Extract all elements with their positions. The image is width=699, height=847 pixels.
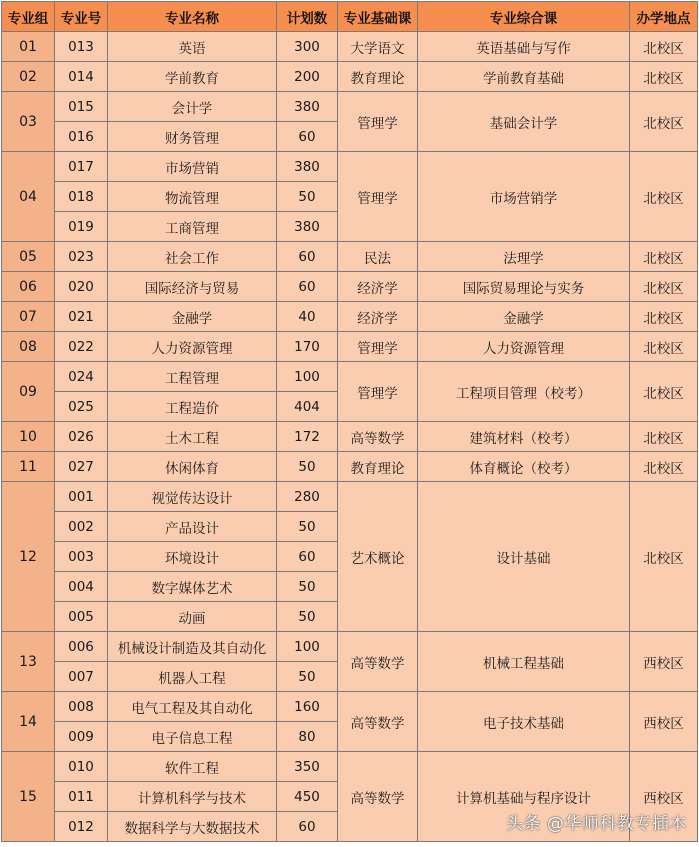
table-row (2, 32, 698, 62)
major-code-cell: 010 (55, 752, 108, 782)
location-cell: 北校区 (630, 272, 698, 302)
major-code-cell: 009 (55, 722, 108, 752)
table-row (2, 302, 698, 332)
comp-course-cell: 国际贸易理论与实务 (418, 272, 630, 302)
major-code-cell: 006 (55, 632, 108, 662)
base-course-cell: 教育理论 (338, 62, 418, 92)
base-course-cell: 管理学 (338, 152, 418, 242)
major-name-cell: 工商管理 (108, 212, 277, 242)
comp-course-cell: 机械工程基础 (418, 632, 630, 692)
base-course-cell: 高等数学 (338, 692, 418, 752)
comp-course-cell: 工程项目管理（校考） (418, 362, 630, 422)
major-name-cell: 软件工程 (108, 752, 277, 782)
table-row (2, 632, 698, 662)
table-row (2, 92, 698, 122)
plan-count-cell: 60 (277, 272, 338, 302)
table-row (2, 422, 698, 452)
location-cell: 北校区 (630, 62, 698, 92)
location-cell: 北校区 (630, 452, 698, 482)
major-code-cell: 017 (55, 152, 108, 182)
base-course-cell: 管理学 (338, 92, 418, 152)
major-name-cell: 计算机科学与技术 (108, 782, 277, 812)
major-code-cell: 025 (55, 392, 108, 422)
major-name-cell: 土木工程 (108, 422, 277, 452)
plan-count-cell: 60 (277, 812, 338, 842)
plan-count-cell: 80 (277, 722, 338, 752)
major-name-cell: 机器人工程 (108, 662, 277, 692)
header-comp-course: 专业综合课 (418, 2, 630, 32)
major-code-cell: 012 (55, 812, 108, 842)
base-course-cell: 管理学 (338, 332, 418, 362)
major-code-cell: 014 (55, 62, 108, 92)
major-code-cell: 024 (55, 362, 108, 392)
location-cell: 北校区 (630, 32, 698, 62)
group-cell: 08 (2, 332, 55, 362)
major-name-cell: 工程管理 (108, 362, 277, 392)
group-cell: 04 (2, 152, 55, 242)
major-name-cell: 市场营销 (108, 152, 277, 182)
header-code: 专业号 (55, 2, 108, 32)
location-cell: 西校区 (630, 632, 698, 692)
location-cell: 北校区 (630, 152, 698, 242)
comp-course-cell: 学前教育基础 (418, 62, 630, 92)
group-cell: 14 (2, 692, 55, 752)
comp-course-cell: 建筑材料（校考） (418, 422, 630, 452)
group-cell: 07 (2, 302, 55, 332)
major-name-cell: 英语 (108, 32, 277, 62)
location-cell: 北校区 (630, 332, 698, 362)
plan-count-cell: 100 (277, 362, 338, 392)
major-code-cell: 018 (55, 182, 108, 212)
major-code-cell: 007 (55, 662, 108, 692)
group-cell: 02 (2, 62, 55, 92)
base-course-cell: 艺术概论 (338, 482, 418, 632)
major-name-cell: 社会工作 (108, 242, 277, 272)
base-course-cell: 经济学 (338, 272, 418, 302)
plan-count-cell: 380 (277, 152, 338, 182)
location-cell: 北校区 (630, 302, 698, 332)
base-course-cell: 经济学 (338, 302, 418, 332)
major-code-cell: 022 (55, 332, 108, 362)
major-name-cell: 电气工程及其自动化 (108, 692, 277, 722)
admission-plan-table (1, 1, 698, 842)
plan-count-cell: 160 (277, 692, 338, 722)
table-row (2, 692, 698, 722)
plan-count-cell: 60 (277, 122, 338, 152)
location-cell: 北校区 (630, 92, 698, 152)
location-cell: 北校区 (630, 422, 698, 452)
major-name-cell: 国际经济与贸易 (108, 272, 277, 302)
plan-count-cell: 200 (277, 62, 338, 92)
table-row (2, 272, 698, 302)
plan-count-cell: 50 (277, 182, 338, 212)
major-name-cell: 物流管理 (108, 182, 277, 212)
group-cell: 09 (2, 362, 55, 422)
group-cell: 12 (2, 482, 55, 632)
major-code-cell: 015 (55, 92, 108, 122)
base-course-cell: 教育理论 (338, 452, 418, 482)
comp-course-cell: 人力资源管理 (418, 332, 630, 362)
plan-count-cell: 100 (277, 632, 338, 662)
group-cell: 13 (2, 632, 55, 692)
major-code-cell: 008 (55, 692, 108, 722)
base-course-cell: 民法 (338, 242, 418, 272)
plan-count-cell: 380 (277, 212, 338, 242)
major-code-cell: 005 (55, 602, 108, 632)
plan-count-cell: 380 (277, 92, 338, 122)
major-code-cell: 026 (55, 422, 108, 452)
major-name-cell: 数据科学与大数据技术 (108, 812, 277, 842)
base-course-cell: 高等数学 (338, 422, 418, 452)
major-name-cell: 人力资源管理 (108, 332, 277, 362)
major-code-cell: 016 (55, 122, 108, 152)
table-row (2, 332, 698, 362)
location-cell: 西校区 (630, 692, 698, 752)
base-course-cell: 大学语文 (338, 32, 418, 62)
major-name-cell: 动画 (108, 602, 277, 632)
plan-count-cell: 450 (277, 782, 338, 812)
major-name-cell: 电子信息工程 (108, 722, 277, 752)
major-name-cell: 学前教育 (108, 62, 277, 92)
group-cell: 15 (2, 752, 55, 842)
table-row (2, 62, 698, 92)
major-name-cell: 工程造价 (108, 392, 277, 422)
major-name-cell: 财务管理 (108, 122, 277, 152)
major-name-cell: 数字媒体艺术 (108, 572, 277, 602)
plan-count-cell: 300 (277, 32, 338, 62)
header-name: 专业名称 (108, 2, 277, 32)
major-code-cell: 002 (55, 512, 108, 542)
major-code-cell: 001 (55, 482, 108, 512)
group-cell: 11 (2, 452, 55, 482)
plan-count-cell: 172 (277, 422, 338, 452)
plan-count-cell: 50 (277, 662, 338, 692)
table-row (2, 752, 698, 782)
major-name-cell: 会计学 (108, 92, 277, 122)
plan-count-cell: 350 (277, 752, 338, 782)
major-code-cell: 011 (55, 782, 108, 812)
plan-count-cell: 40 (277, 302, 338, 332)
major-code-cell: 013 (55, 32, 108, 62)
watermark: 头条 @华师科教专插本 (506, 814, 687, 834)
comp-course-cell: 法理学 (418, 242, 630, 272)
plan-count-cell: 50 (277, 602, 338, 632)
plan-count-cell: 50 (277, 572, 338, 602)
comp-course-cell: 体育概论（校考） (418, 452, 630, 482)
group-cell: 03 (2, 92, 55, 152)
major-name-cell: 金融学 (108, 302, 277, 332)
plan-count-cell: 60 (277, 542, 338, 572)
table-body (2, 32, 698, 842)
major-code-cell: 021 (55, 302, 108, 332)
major-name-cell: 休闲体育 (108, 452, 277, 482)
major-name-cell: 产品设计 (108, 512, 277, 542)
major-code-cell: 003 (55, 542, 108, 572)
location-cell: 北校区 (630, 362, 698, 422)
location-cell: 北校区 (630, 242, 698, 272)
plan-count-cell: 50 (277, 512, 338, 542)
header-base-course: 专业基础课 (338, 2, 418, 32)
major-code-cell: 027 (55, 452, 108, 482)
plan-count-cell: 404 (277, 392, 338, 422)
major-code-cell: 004 (55, 572, 108, 602)
plan-count-cell: 170 (277, 332, 338, 362)
table-row (2, 362, 698, 392)
header-group: 专业组 (2, 2, 55, 32)
plan-count-cell: 50 (277, 452, 338, 482)
group-cell: 06 (2, 272, 55, 302)
comp-course-cell: 市场营销学 (418, 152, 630, 242)
table-row (2, 482, 698, 512)
major-code-cell: 020 (55, 272, 108, 302)
group-cell: 01 (2, 32, 55, 62)
header-row (2, 2, 698, 32)
major-code-cell: 023 (55, 242, 108, 272)
major-name-cell: 视觉传达设计 (108, 482, 277, 512)
base-course-cell: 管理学 (338, 362, 418, 422)
group-cell: 05 (2, 242, 55, 272)
comp-course-cell: 英语基础与写作 (418, 32, 630, 62)
plan-count-cell: 280 (277, 482, 338, 512)
comp-course-cell: 电子技术基础 (418, 692, 630, 752)
base-course-cell: 高等数学 (338, 752, 418, 842)
location-cell: 北校区 (630, 482, 698, 632)
plan-count-cell: 60 (277, 242, 338, 272)
major-name-cell: 机械设计制造及其自动化 (108, 632, 277, 662)
header-location: 办学地点 (630, 2, 698, 32)
comp-course-cell: 计算机基础与程序设计 (418, 752, 630, 842)
base-course-cell: 高等数学 (338, 632, 418, 692)
group-cell: 10 (2, 422, 55, 452)
major-code-cell: 019 (55, 212, 108, 242)
header-plan: 计划数 (277, 2, 338, 32)
table-row (2, 242, 698, 272)
comp-course-cell: 设计基础 (418, 482, 630, 632)
location-cell: 西校区 (630, 752, 698, 842)
comp-course-cell: 基础会计学 (418, 92, 630, 152)
comp-course-cell: 金融学 (418, 302, 630, 332)
major-name-cell: 环境设计 (108, 542, 277, 572)
table-row (2, 152, 698, 182)
table-row (2, 452, 698, 482)
